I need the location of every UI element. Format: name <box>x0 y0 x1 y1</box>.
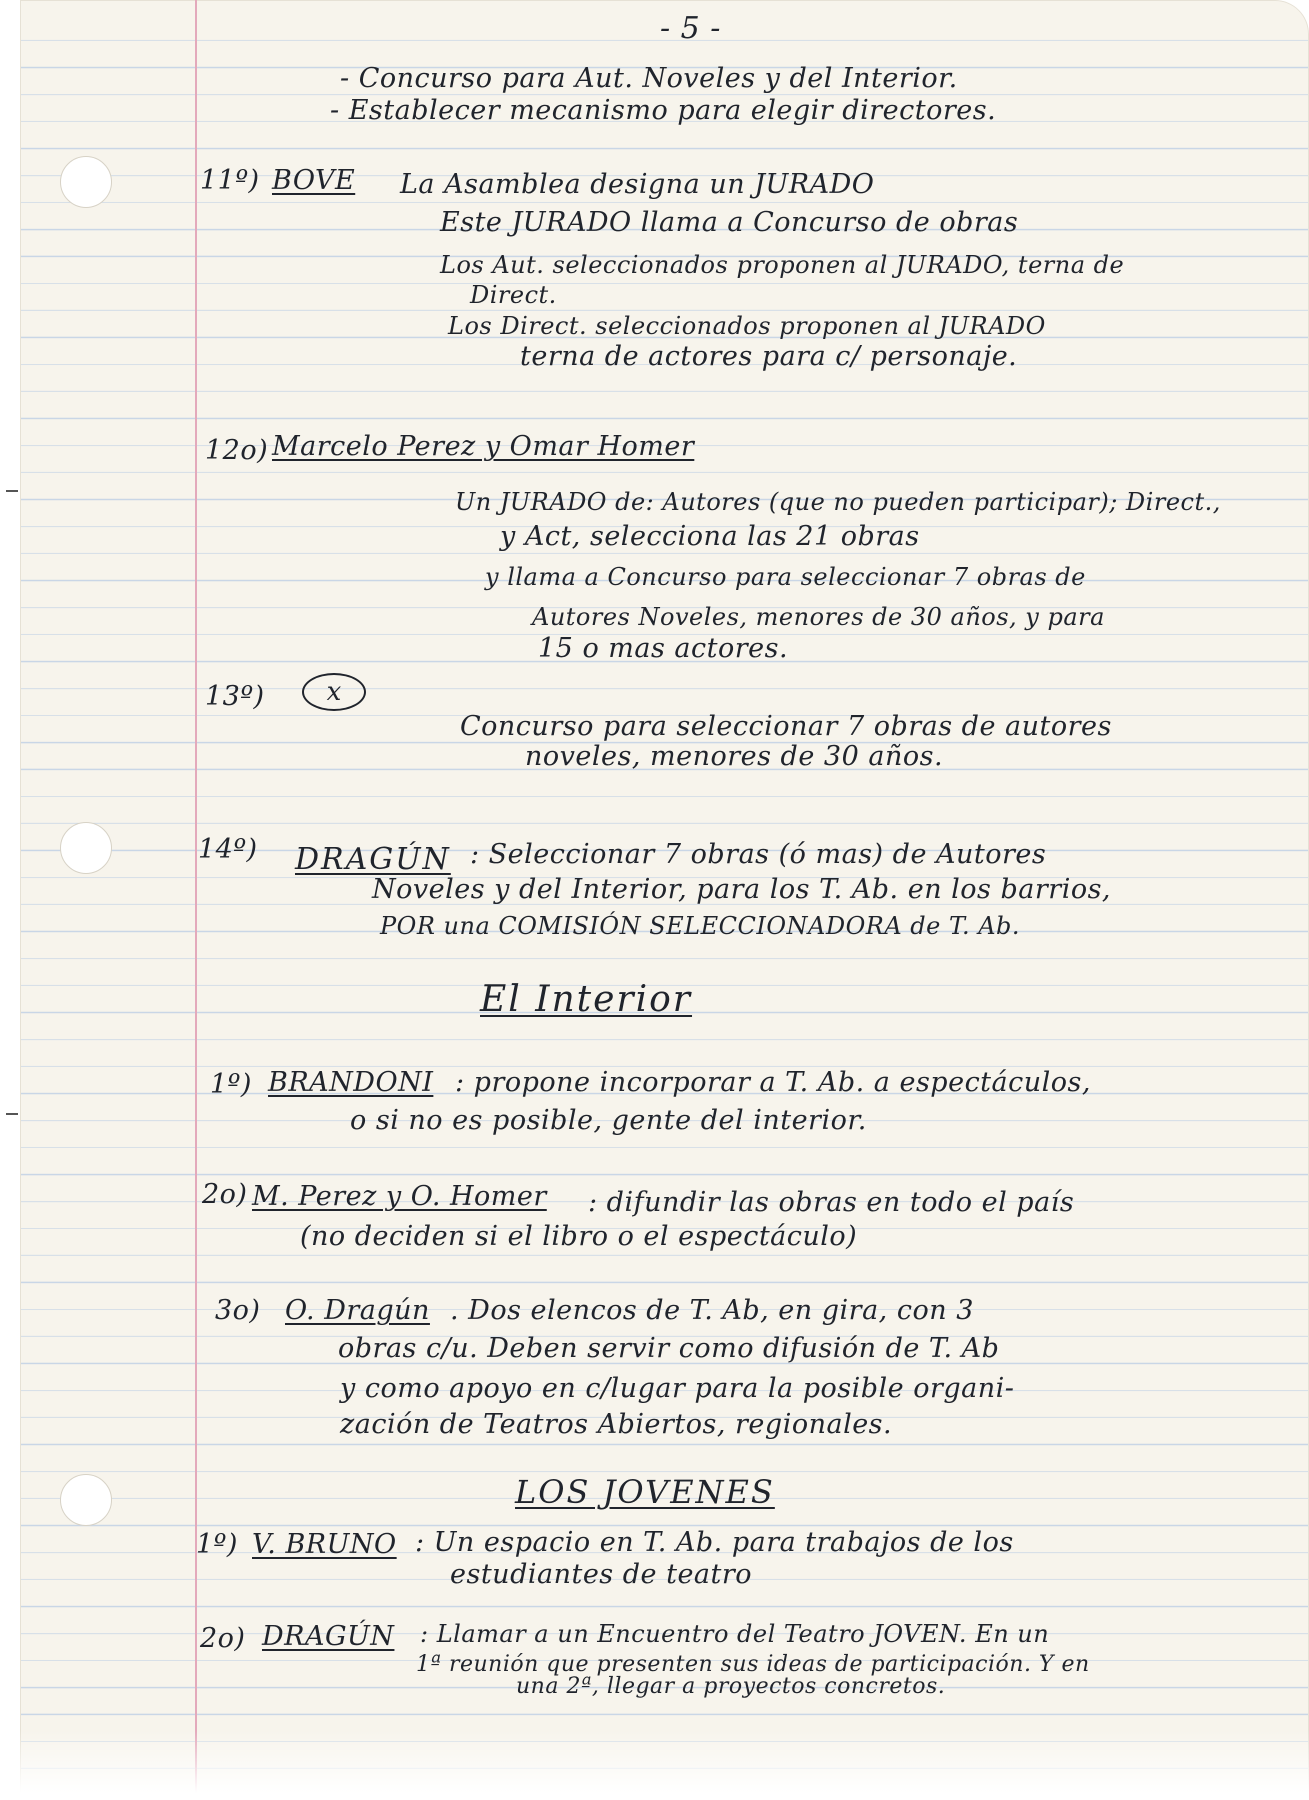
item-number: 14º) <box>198 834 258 865</box>
note-line: noveles, menores de 30 años. <box>525 741 944 772</box>
section-title-jovenes: LOS JOVENES <box>515 1473 775 1511</box>
note-line: estudiantes de teatro <box>450 1559 753 1590</box>
item-number: 3o) <box>215 1295 261 1326</box>
note-line: . Dos elencos de T. Ab, en gira, con 3 <box>450 1295 974 1326</box>
note-line: (no deciden si el libro o el espectáculo) <box>300 1221 858 1252</box>
item-number: 13º) <box>205 681 265 712</box>
edge-mark <box>6 490 18 492</box>
section-title-interior: El Interior <box>480 979 693 1020</box>
note-line: Este JURADO llama a Concurso de obras <box>440 207 1019 238</box>
item-number: 2o) <box>200 1623 246 1654</box>
note-line: una 2ª, llegar a proyectos concretos. <box>516 1674 946 1699</box>
note-line: Los Direct. seleccionados proponen al JURADO <box>448 312 1046 340</box>
note-line: : difundir las obras en todo el país <box>588 1187 1075 1218</box>
note-line: obras c/u. Deben servir como difusión de T. Ab <box>338 1333 1000 1364</box>
note-line: POR una COMISIÓN SELECCIONADORA de T. Ab. <box>380 912 1021 940</box>
note-line: 15 o mas actores. <box>538 633 789 664</box>
note-line: y como apoyo en c/lugar para la posible organi- <box>340 1373 1015 1404</box>
binder-hole <box>60 156 112 208</box>
note-line: : Llamar a un Encuentro del Teatro JOVEN. En un <box>420 1620 1050 1648</box>
item-number: 11º) <box>200 165 260 196</box>
note-line: 1ª reunión que presenten sus ideas de participación. Y en <box>416 1652 1090 1677</box>
note-line: y Act, selecciona las 21 obras <box>500 521 920 552</box>
note-line: Autores Noveles, menores de 30 años, y para <box>532 603 1105 631</box>
speaker-name: DRAGÚN <box>262 1621 395 1652</box>
note-line: o si no es posible, gente del interior. <box>350 1105 867 1136</box>
edge-mark <box>6 1113 18 1115</box>
note-line: Los Aut. seleccionados proponen al JURADO, terna de <box>440 251 1125 279</box>
item-number: 12o) <box>205 435 269 466</box>
note-line: terna de actores para c/ personaje. <box>520 341 1018 372</box>
item-number: 1º) <box>196 1529 238 1560</box>
page-number: - 5 - <box>660 11 721 46</box>
circled-mark: x <box>302 673 366 711</box>
speaker-name: O. Dragún <box>285 1295 430 1326</box>
note-line: y llama a Concurso para seleccionar 7 obras de <box>485 563 1086 591</box>
binder-hole <box>60 822 112 874</box>
note-line: : propone incorporar a T. Ab. a espectáculos, <box>455 1067 1091 1098</box>
note-line: : Seleccionar 7 obras (ó mas) de Autores <box>470 839 1047 870</box>
note-line: Un JURADO de: Autores (que no pueden participar); Direct., <box>455 488 1221 516</box>
speaker-name: M. Perez y O. Homer <box>252 1181 547 1212</box>
note-line: : Un espacio en T. Ab. para trabajos de los <box>415 1527 1014 1558</box>
note-line: Direct. <box>470 281 557 309</box>
intro-line: - Concurso para Aut. Noveles y del Interior. <box>340 63 958 94</box>
speaker-name: BRANDONI <box>268 1067 434 1098</box>
note-line: zación de Teatros Abiertos, regionales. <box>340 1409 893 1440</box>
intro-line: - Establecer mecanismo para elegir directores. <box>330 95 997 126</box>
item-number: 2o) <box>202 1179 248 1210</box>
speaker-name: Marcelo Perez y Omar Homer <box>272 431 695 462</box>
note-line: Concurso para seleccionar 7 obras de autores <box>460 711 1112 742</box>
note-line: Noveles y del Interior, para los T. Ab. en los barrios, <box>372 874 1112 905</box>
speaker-name: DRAGÚN <box>295 842 451 877</box>
note-line: La Asamblea designa un JURADO <box>400 169 875 200</box>
speaker-name: BOVE <box>272 165 356 196</box>
item-number: 1º) <box>210 1069 252 1100</box>
speaker-name: V. BRUNO <box>252 1529 397 1560</box>
binder-hole <box>60 1474 112 1526</box>
